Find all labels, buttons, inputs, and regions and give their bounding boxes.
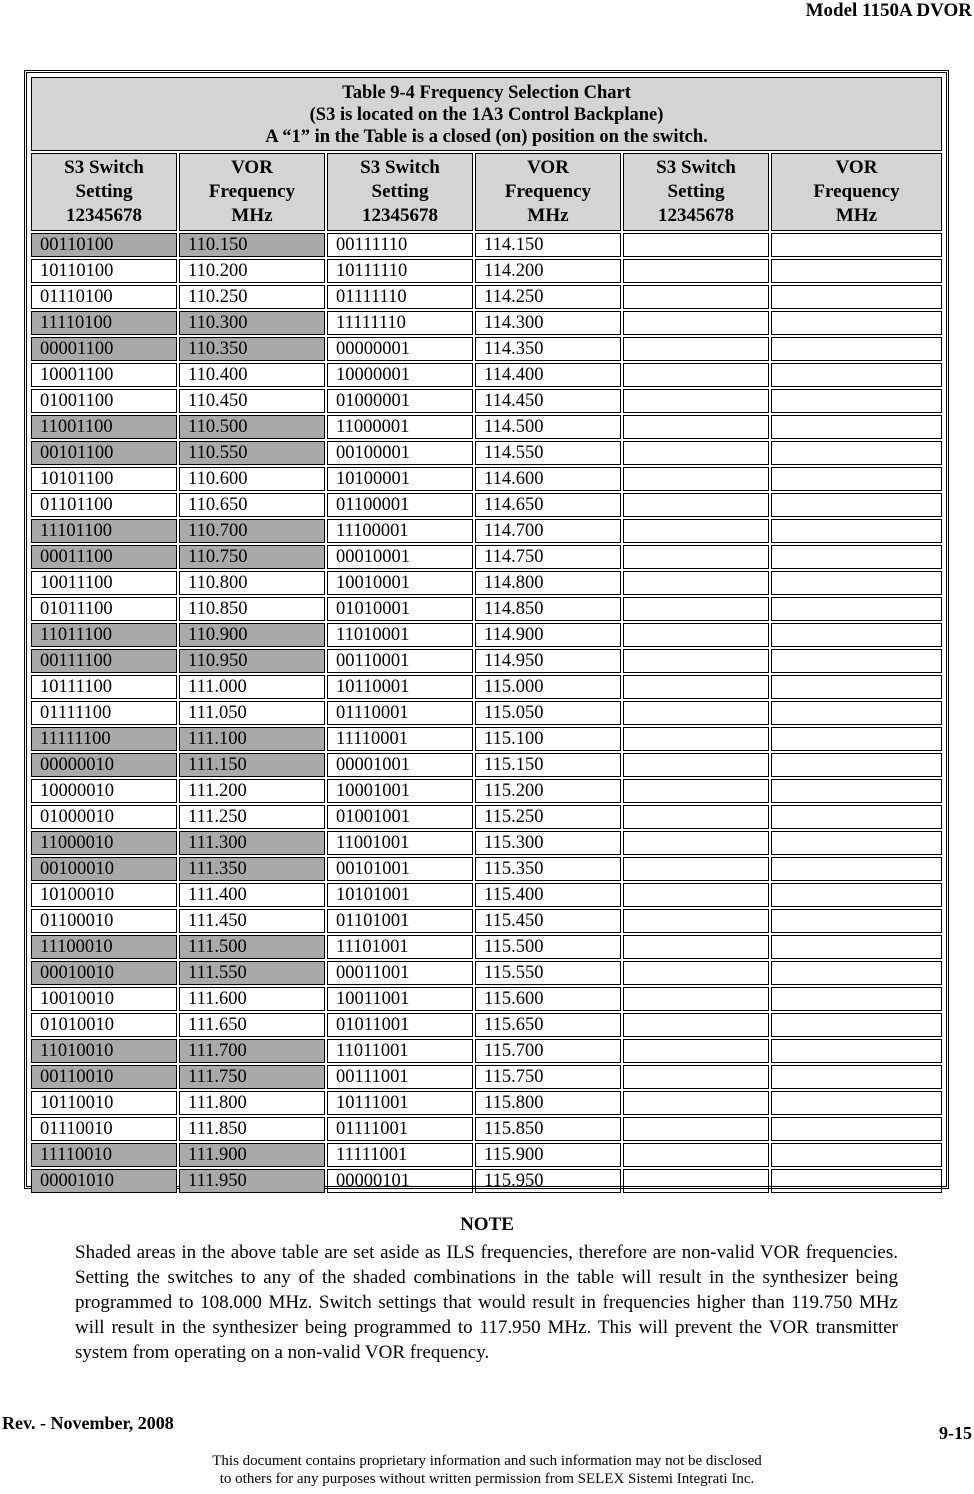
vor-frequency-b-cell: 114.950 (475, 649, 621, 673)
switch-setting-b-cell: 01110001 (327, 701, 473, 725)
switch-setting-b-cell: 11011001 (327, 1039, 473, 1063)
vor-frequency-c-cell (771, 805, 942, 829)
switch-setting-a-cell: 01101100 (31, 493, 177, 517)
table-row (31, 259, 942, 283)
vor-frequency-c-cell (771, 883, 942, 907)
switch-setting-b-cell: 00000101 (327, 1169, 473, 1193)
vor-frequency-a-cell: 111.550 (179, 961, 325, 985)
switch-setting-c-cell (623, 363, 769, 387)
vor-frequency-c-cell (771, 727, 942, 751)
vor-frequency-c-cell (771, 363, 942, 387)
switch-setting-b-cell: 00001001 (327, 753, 473, 777)
col-header-freq-3: VOR Frequency MHz (771, 153, 942, 231)
vor-frequency-c-cell (771, 467, 942, 491)
switch-setting-a-cell: 10101100 (31, 467, 177, 491)
vor-frequency-b-cell: 115.500 (475, 935, 621, 959)
col-header-freq-2: VOR Frequency MHz (475, 153, 621, 231)
switch-setting-b-cell: 00100001 (327, 441, 473, 465)
table-row (31, 623, 942, 647)
switch-setting-b-cell: 01101001 (327, 909, 473, 933)
switch-setting-a-cell: 01110010 (31, 1117, 177, 1141)
table-row (31, 779, 942, 803)
switch-setting-a-cell: 11001100 (31, 415, 177, 439)
vor-frequency-c-cell (771, 441, 942, 465)
vor-frequency-a-cell: 110.850 (179, 597, 325, 621)
vor-frequency-b-cell: 114.450 (475, 389, 621, 413)
vor-frequency-a-cell: 110.500 (179, 415, 325, 439)
vor-frequency-c-cell (771, 233, 942, 257)
vor-frequency-a-cell: 110.700 (179, 519, 325, 543)
vor-frequency-c-cell (771, 701, 942, 725)
page-number: 9-15 (939, 1423, 972, 1443)
vor-frequency-b-cell: 114.850 (475, 597, 621, 621)
vor-frequency-a-cell: 111.050 (179, 701, 325, 725)
switch-setting-a-cell: 10001100 (31, 363, 177, 387)
vor-frequency-c-cell (771, 1039, 942, 1063)
switch-setting-a-cell: 00111100 (31, 649, 177, 673)
switch-setting-a-cell: 01011100 (31, 597, 177, 621)
table-row (31, 285, 942, 309)
vor-frequency-b-cell: 114.350 (475, 337, 621, 361)
vor-frequency-b-cell: 114.600 (475, 467, 621, 491)
switch-setting-c-cell (623, 233, 769, 257)
switch-setting-c-cell (623, 467, 769, 491)
vor-frequency-a-cell: 111.500 (179, 935, 325, 959)
table-title-line-3: A “1” in the Table is a closed (on) position on the switch. (265, 127, 708, 147)
vor-frequency-c-cell (771, 1065, 942, 1089)
table-row (31, 1039, 942, 1063)
switch-setting-c-cell (623, 1039, 769, 1063)
table-row (31, 1091, 942, 1115)
vor-frequency-c-cell (771, 415, 942, 439)
vor-frequency-b-cell: 115.300 (475, 831, 621, 855)
switch-setting-a-cell: 11000010 (31, 831, 177, 855)
table-row (31, 675, 942, 699)
switch-setting-b-cell: 10111001 (327, 1091, 473, 1115)
vor-frequency-c-cell (771, 935, 942, 959)
vor-frequency-a-cell: 110.550 (179, 441, 325, 465)
vor-frequency-a-cell: 111.850 (179, 1117, 325, 1141)
switch-setting-a-cell: 01001100 (31, 389, 177, 413)
vor-frequency-a-cell: 111.700 (179, 1039, 325, 1063)
col-header-switch-1: S3 Switch Setting 12345678 (31, 153, 177, 231)
switch-setting-b-cell: 11101001 (327, 935, 473, 959)
vor-frequency-b-cell: 115.950 (475, 1169, 621, 1193)
col-header-freq-1: VOR Frequency MHz (179, 153, 325, 231)
switch-setting-c-cell (623, 597, 769, 621)
switch-setting-c-cell (623, 727, 769, 751)
table-row (31, 831, 942, 855)
switch-setting-c-cell (623, 571, 769, 595)
vor-frequency-b-cell: 114.650 (475, 493, 621, 517)
vor-frequency-a-cell: 111.150 (179, 753, 325, 777)
switch-setting-a-cell: 00000010 (31, 753, 177, 777)
switch-setting-c-cell (623, 753, 769, 777)
switch-setting-b-cell: 10100001 (327, 467, 473, 491)
vor-frequency-b-cell: 115.150 (475, 753, 621, 777)
switch-setting-a-cell: 01100010 (31, 909, 177, 933)
switch-setting-c-cell (623, 987, 769, 1011)
switch-setting-a-cell: 11110100 (31, 311, 177, 335)
vor-frequency-b-cell: 115.350 (475, 857, 621, 881)
vor-frequency-c-cell (771, 753, 942, 777)
switch-setting-b-cell: 10000001 (327, 363, 473, 387)
switch-setting-c-cell (623, 285, 769, 309)
switch-setting-a-cell: 00101100 (31, 441, 177, 465)
table-row (31, 909, 942, 933)
switch-setting-b-cell: 00101001 (327, 857, 473, 881)
vor-frequency-b-cell: 115.600 (475, 987, 621, 1011)
switch-setting-b-cell: 11100001 (327, 519, 473, 543)
col-header-switch-3: S3 Switch Setting 12345678 (623, 153, 769, 231)
table-row (31, 415, 942, 439)
switch-setting-c-cell (623, 311, 769, 335)
vor-frequency-b-cell: 115.650 (475, 1013, 621, 1037)
vor-frequency-b-cell: 114.200 (475, 259, 621, 283)
vor-frequency-a-cell: 111.400 (179, 883, 325, 907)
vor-frequency-b-cell: 115.800 (475, 1091, 621, 1115)
switch-setting-b-cell: 00011001 (327, 961, 473, 985)
switch-setting-c-cell (623, 779, 769, 803)
switch-setting-a-cell: 00010010 (31, 961, 177, 985)
switch-setting-c-cell (623, 1013, 769, 1037)
vor-frequency-c-cell (771, 597, 942, 621)
vor-frequency-b-cell: 114.250 (475, 285, 621, 309)
switch-setting-b-cell: 11111001 (327, 1143, 473, 1167)
switch-setting-b-cell: 00010001 (327, 545, 473, 569)
table-title-line-2: (S3 is located on the 1A3 Control Backplane) (309, 105, 664, 125)
table-row (31, 649, 942, 673)
vor-frequency-c-cell (771, 779, 942, 803)
vor-frequency-a-cell: 110.450 (179, 389, 325, 413)
switch-setting-b-cell: 01011001 (327, 1013, 473, 1037)
vor-frequency-c-cell (771, 857, 942, 881)
switch-setting-b-cell: 11010001 (327, 623, 473, 647)
vor-frequency-c-cell (771, 961, 942, 985)
switch-setting-b-cell: 11000001 (327, 415, 473, 439)
vor-frequency-b-cell: 114.550 (475, 441, 621, 465)
table-row (31, 441, 942, 465)
vor-frequency-b-cell: 115.750 (475, 1065, 621, 1089)
vor-frequency-b-cell: 115.400 (475, 883, 621, 907)
table-row (31, 1065, 942, 1089)
switch-setting-a-cell: 00110100 (31, 233, 177, 257)
vor-frequency-a-cell: 110.300 (179, 311, 325, 335)
vor-frequency-a-cell: 111.600 (179, 987, 325, 1011)
switch-setting-c-cell (623, 259, 769, 283)
note-title: NOTE (460, 1214, 514, 1235)
vor-frequency-a-cell: 111.000 (179, 675, 325, 699)
switch-setting-b-cell: 00110001 (327, 649, 473, 673)
vor-frequency-c-cell (771, 545, 942, 569)
switch-setting-c-cell (623, 857, 769, 881)
switch-setting-b-cell: 10101001 (327, 883, 473, 907)
vor-frequency-a-cell: 111.950 (179, 1169, 325, 1193)
switch-setting-c-cell (623, 519, 769, 543)
proprietary-notice-line-2: to others for any purposes without written permission from SELEX Sistemi Integrati Inc. (219, 1471, 755, 1487)
table-row (31, 1117, 942, 1141)
vor-frequency-a-cell: 111.200 (179, 779, 325, 803)
switch-setting-a-cell: 11111100 (31, 727, 177, 751)
vor-frequency-a-cell: 111.650 (179, 1013, 325, 1037)
vor-frequency-c-cell (771, 1117, 942, 1141)
table-row (31, 363, 942, 387)
switch-setting-c-cell (623, 1143, 769, 1167)
vor-frequency-c-cell (771, 259, 942, 283)
vor-frequency-c-cell (771, 1143, 942, 1167)
vor-frequency-c-cell (771, 1013, 942, 1037)
table-row (31, 753, 942, 777)
vor-frequency-c-cell (771, 987, 942, 1011)
vor-frequency-a-cell: 111.750 (179, 1065, 325, 1089)
switch-setting-c-cell (623, 831, 769, 855)
vor-frequency-b-cell: 115.850 (475, 1117, 621, 1141)
table-row (31, 233, 942, 257)
vor-frequency-c-cell (771, 675, 942, 699)
switch-setting-c-cell (623, 441, 769, 465)
switch-setting-c-cell (623, 389, 769, 413)
switch-setting-b-cell: 00000001 (327, 337, 473, 361)
switch-setting-c-cell (623, 675, 769, 699)
switch-setting-a-cell: 00011100 (31, 545, 177, 569)
table-row (31, 727, 942, 751)
vor-frequency-a-cell: 110.150 (179, 233, 325, 257)
revision-date: Rev. - November, 2008 (2, 1413, 174, 1433)
switch-setting-b-cell: 10001001 (327, 779, 473, 803)
switch-setting-c-cell (623, 1065, 769, 1089)
vor-frequency-c-cell (771, 831, 942, 855)
vor-frequency-b-cell: 115.200 (475, 779, 621, 803)
switch-setting-c-cell (623, 701, 769, 725)
switch-setting-a-cell: 10010010 (31, 987, 177, 1011)
vor-frequency-c-cell (771, 571, 942, 595)
vor-frequency-c-cell (771, 909, 942, 933)
vor-frequency-a-cell: 111.800 (179, 1091, 325, 1115)
table-row (31, 883, 942, 907)
table-row (31, 1013, 942, 1037)
vor-frequency-c-cell (771, 1091, 942, 1115)
vor-frequency-b-cell: 115.100 (475, 727, 621, 751)
switch-setting-b-cell: 10010001 (327, 571, 473, 595)
vor-frequency-a-cell: 111.250 (179, 805, 325, 829)
switch-setting-a-cell: 01111100 (31, 701, 177, 725)
vor-frequency-a-cell: 111.900 (179, 1143, 325, 1167)
table-body (31, 233, 942, 1193)
switch-setting-c-cell (623, 805, 769, 829)
vor-frequency-a-cell: 111.100 (179, 727, 325, 751)
switch-setting-c-cell (623, 961, 769, 985)
frequency-selection-table (29, 75, 944, 1195)
switch-setting-a-cell: 11011100 (31, 623, 177, 647)
vor-frequency-c-cell (771, 285, 942, 309)
table-row (31, 857, 942, 881)
switch-setting-a-cell: 00110010 (31, 1065, 177, 1089)
switch-setting-b-cell: 10110001 (327, 675, 473, 699)
note-body: Shaded areas in the above table are set aside as ILS frequencies, therefore are non-valid VOR frequencies. Setting the switches to any of the shaded combinations in the table will result in the synthesizer being programmed to 108.000 MHz. Switch settings that would result in frequencies higher than 119.750 MHz will result in the synthesizer being programmed to 117.950 MHz. This will prevent the VOR transmitter system from operating on a non-valid VOR frequency. (75, 1242, 898, 1363)
document-header-model: Model 1150A DVOR (805, 0, 972, 21)
switch-setting-c-cell (623, 623, 769, 647)
table-row (31, 467, 942, 491)
switch-setting-b-cell: 11110001 (327, 727, 473, 751)
switch-setting-c-cell (623, 1117, 769, 1141)
proprietary-notice (0, 1452, 974, 1488)
switch-setting-a-cell: 11101100 (31, 519, 177, 543)
table-row (31, 545, 942, 569)
vor-frequency-b-cell: 115.250 (475, 805, 621, 829)
vor-frequency-a-cell: 110.250 (179, 285, 325, 309)
vor-frequency-a-cell: 111.300 (179, 831, 325, 855)
table-row (31, 519, 942, 543)
vor-frequency-b-cell: 115.700 (475, 1039, 621, 1063)
switch-setting-a-cell: 11110010 (31, 1143, 177, 1167)
switch-setting-b-cell: 00111001 (327, 1065, 473, 1089)
table-row (31, 987, 942, 1011)
switch-setting-a-cell: 10110100 (31, 259, 177, 283)
vor-frequency-c-cell (771, 519, 942, 543)
switch-setting-b-cell: 10111110 (327, 259, 473, 283)
switch-setting-c-cell (623, 493, 769, 517)
vor-frequency-a-cell: 110.900 (179, 623, 325, 647)
switch-setting-c-cell (623, 883, 769, 907)
switch-setting-a-cell: 11100010 (31, 935, 177, 959)
table-row (31, 389, 942, 413)
vor-frequency-b-cell: 115.450 (475, 909, 621, 933)
table-row (31, 701, 942, 725)
table-row (31, 1143, 942, 1167)
switch-setting-c-cell (623, 909, 769, 933)
vor-frequency-b-cell: 114.500 (475, 415, 621, 439)
switch-setting-c-cell (623, 1169, 769, 1193)
switch-setting-b-cell: 00111110 (327, 233, 473, 257)
switch-setting-b-cell: 10011001 (327, 987, 473, 1011)
switch-setting-b-cell: 11001001 (327, 831, 473, 855)
vor-frequency-c-cell (771, 649, 942, 673)
vor-frequency-a-cell: 111.350 (179, 857, 325, 881)
vor-frequency-a-cell: 110.400 (179, 363, 325, 387)
vor-frequency-b-cell: 114.700 (475, 519, 621, 543)
switch-setting-a-cell: 00001010 (31, 1169, 177, 1193)
vor-frequency-c-cell (771, 389, 942, 413)
switch-setting-a-cell: 00001100 (31, 337, 177, 361)
table-row (31, 935, 942, 959)
table-row (31, 1169, 942, 1193)
vor-frequency-c-cell (771, 623, 942, 647)
switch-setting-a-cell: 01110100 (31, 285, 177, 309)
vor-frequency-a-cell: 110.950 (179, 649, 325, 673)
table-row (31, 597, 942, 621)
proprietary-notice-line-1: This document contains proprietary information and such information may not be disclosed (212, 1453, 762, 1469)
vor-frequency-a-cell: 110.800 (179, 571, 325, 595)
vor-frequency-a-cell: 110.600 (179, 467, 325, 491)
vor-frequency-b-cell: 114.150 (475, 233, 621, 257)
vor-frequency-b-cell: 115.000 (475, 675, 621, 699)
table-row (31, 571, 942, 595)
switch-setting-a-cell: 01010010 (31, 1013, 177, 1037)
switch-setting-a-cell: 10100010 (31, 883, 177, 907)
table-title-line-1: Table 9-4 Frequency Selection Chart (342, 83, 631, 103)
vor-frequency-b-cell: 114.900 (475, 623, 621, 647)
switch-setting-b-cell: 01111110 (327, 285, 473, 309)
table-row (31, 805, 942, 829)
vor-frequency-b-cell: 114.800 (475, 571, 621, 595)
switch-setting-b-cell: 01010001 (327, 597, 473, 621)
frequency-selection-table-frame (24, 70, 949, 1189)
table-title (31, 77, 942, 151)
switch-setting-c-cell (623, 935, 769, 959)
table-row (31, 961, 942, 985)
switch-setting-b-cell: 01001001 (327, 805, 473, 829)
vor-frequency-a-cell: 111.450 (179, 909, 325, 933)
vor-frequency-a-cell: 110.650 (179, 493, 325, 517)
switch-setting-a-cell: 01000010 (31, 805, 177, 829)
col-header-switch-2: S3 Switch Setting 12345678 (327, 153, 473, 231)
table-row (31, 493, 942, 517)
column-header-row (31, 153, 942, 231)
vor-frequency-c-cell (771, 493, 942, 517)
vor-frequency-b-cell: 114.400 (475, 363, 621, 387)
vor-frequency-c-cell (771, 311, 942, 335)
vor-frequency-b-cell: 115.550 (475, 961, 621, 985)
vor-frequency-b-cell: 115.050 (475, 701, 621, 725)
switch-setting-b-cell: 11111110 (327, 311, 473, 335)
switch-setting-a-cell: 10000010 (31, 779, 177, 803)
switch-setting-c-cell (623, 545, 769, 569)
switch-setting-a-cell: 11010010 (31, 1039, 177, 1063)
switch-setting-c-cell (623, 415, 769, 439)
vor-frequency-c-cell (771, 1169, 942, 1193)
switch-setting-c-cell (623, 649, 769, 673)
vor-frequency-a-cell: 110.750 (179, 545, 325, 569)
switch-setting-b-cell: 01111001 (327, 1117, 473, 1141)
table-row (31, 311, 942, 335)
switch-setting-a-cell: 00100010 (31, 857, 177, 881)
vor-frequency-b-cell: 115.900 (475, 1143, 621, 1167)
switch-setting-b-cell: 01100001 (327, 493, 473, 517)
vor-frequency-a-cell: 110.350 (179, 337, 325, 361)
switch-setting-a-cell: 10110010 (31, 1091, 177, 1115)
switch-setting-c-cell (623, 1091, 769, 1115)
table-row (31, 337, 942, 361)
switch-setting-b-cell: 01000001 (327, 389, 473, 413)
vor-frequency-b-cell: 114.300 (475, 311, 621, 335)
vor-frequency-b-cell: 114.750 (475, 545, 621, 569)
vor-frequency-c-cell (771, 337, 942, 361)
vor-frequency-a-cell: 110.200 (179, 259, 325, 283)
switch-setting-a-cell: 10011100 (31, 571, 177, 595)
switch-setting-c-cell (623, 337, 769, 361)
switch-setting-a-cell: 10111100 (31, 675, 177, 699)
